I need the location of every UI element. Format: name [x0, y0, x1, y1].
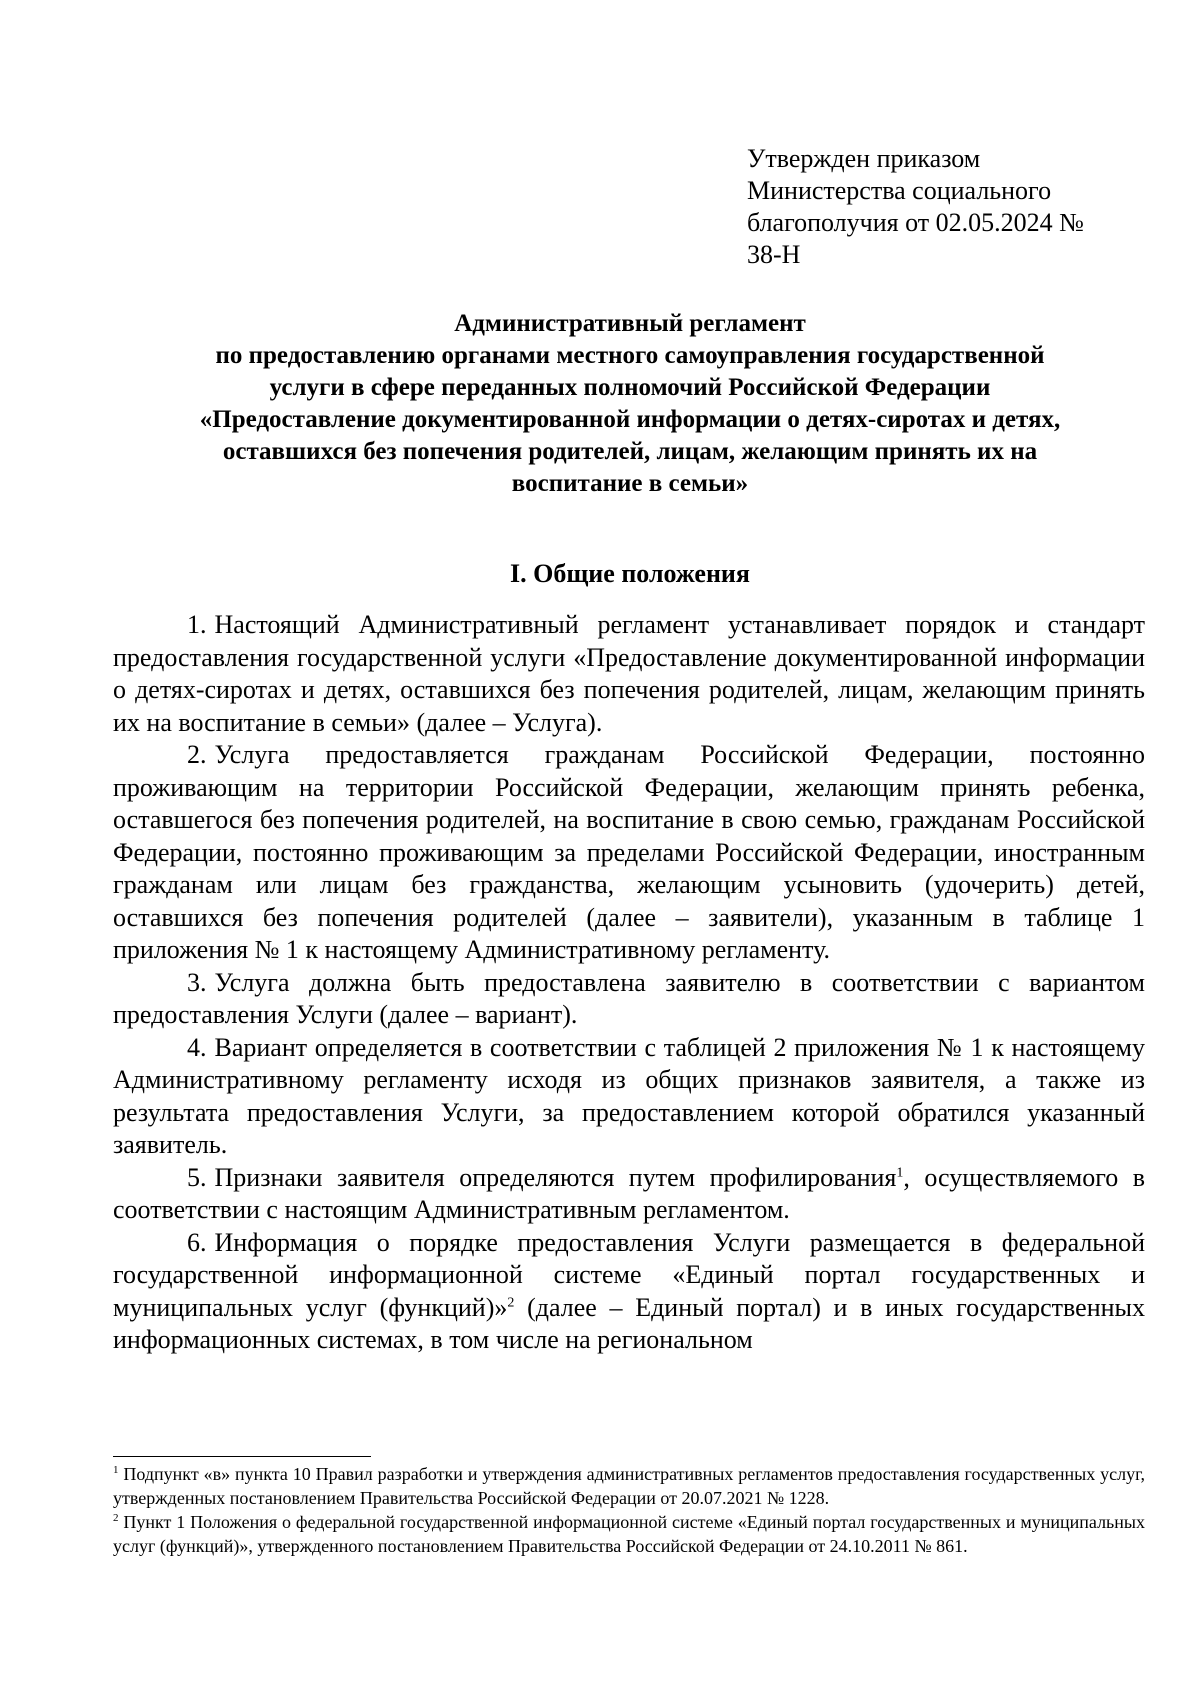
- approval-stamp: [747, 143, 1147, 271]
- paragraph-number: 6.: [187, 1227, 207, 1257]
- title-line: Административный регламент: [454, 310, 806, 337]
- paragraph-text: (далее – Единый портал) и в иных государственных информационных системах, в том числе на региональном: [113, 1292, 1145, 1354]
- paragraph-2: [113, 739, 1145, 967]
- paragraph-text: Настоящий Административный регламент устанавливает порядок и стандарт предоставления государственной услуги «Предоставление документированной информации о детях-сиротах и детях, оставшихся без попечения родителей, лицам, желающим принять их на воспитание в семьи» (далее – Услуга).: [113, 610, 1145, 737]
- paragraph-5: [113, 1162, 1145, 1227]
- footnote-separator: [113, 1456, 371, 1457]
- approval-line: Утвержден приказом: [747, 144, 981, 173]
- footnote-reference[interactable]: 2: [507, 1294, 515, 1310]
- paragraph-3: [113, 967, 1145, 1032]
- approval-line: Министерства социального: [747, 176, 1052, 205]
- footnote-mark: 1: [113, 1464, 119, 1476]
- footnote-reference[interactable]: 1: [896, 1164, 904, 1180]
- footnote-text: Пункт 1 Положения о федеральной государственной информационной системе «Единый портал государственных и муниципальных услуг (функций)», утвержденного постановлением Правительства Российской Федерации от 24.10.2011 № 861.: [113, 1512, 1145, 1556]
- paragraph-text: Услуга должна быть предоставлена заявителю в соответствии с вариантом предоставления Услуги (далее – вариант).: [113, 967, 1145, 1029]
- title-line: воспитание в семьи»: [511, 470, 749, 497]
- footnote-1: [113, 1462, 1145, 1510]
- document-title: [110, 308, 1150, 500]
- approval-line: благополучия от 02.05.2024 №: [747, 208, 1084, 237]
- paragraph-text: Вариант определяется в соответствии с таблицей 2 приложения № 1 к настоящему Административному регламенту исходя из общих признаков заявителя, а также из результата предоставления Услуги, за предоставлением которой обратился указанный заявитель.: [113, 1032, 1145, 1159]
- document-body: [113, 609, 1145, 1357]
- paragraph-6: [113, 1227, 1145, 1357]
- footnote-2: [113, 1510, 1145, 1558]
- paragraph-number: 1.: [187, 610, 207, 639]
- title-line: по предоставлению органами местного самоуправления государственной: [215, 342, 1045, 369]
- paragraph-number: 4.: [187, 1032, 207, 1062]
- title-line: услуги в сфере переданных полномочий Российской Федерации: [269, 374, 991, 401]
- paragraph-number: 2.: [187, 740, 207, 769]
- paragraph-text: Услуга предоставляется гражданам Российской Федерации, постоянно проживающим на территории Российской Федерации, желающим принять ребенка, оставшегося без попечения родителей, на воспитание в свою семью, гражданам Российской Федерации, постоянно проживающим за пределами Российской Федерации, иностранным гражданам или лицам без гражданства, желающим усыновить (удочерить) детей, оставшихся без попечения родителей (далее – заявители), указанным в таблице 1 приложения № 1 к настоящему Административному регламенту.: [113, 740, 1145, 964]
- section-heading: I. Общие положения: [510, 559, 750, 588]
- title-line: «Предоставление документированной информации о детях-сиротах и детях,: [199, 406, 1061, 433]
- paragraph-number: 3.: [187, 967, 207, 997]
- footnote-text: Подпункт «в» пункта 10 Правил разработки и утверждения административных регламентов предоставления государственных услуг, утвержденных постановлением Правительства Российской Федерации от 20.07.2021 № 1228.: [113, 1464, 1145, 1508]
- footnotes: [113, 1462, 1145, 1558]
- paragraph-number: 5.: [187, 1162, 207, 1192]
- paragraph-text: Информация о порядке предоставления Услуги размещается в федеральной государственной информационной системе «Единый портал государственных и муниципальных услуг (функций)»: [113, 1227, 1145, 1322]
- paragraph-text: , осуществляемого в соответствии с настоящим Административным регламентом.: [113, 1162, 1145, 1224]
- paragraph-4: [113, 1032, 1145, 1162]
- paragraph-1: [113, 609, 1145, 739]
- paragraph-text: Признаки заявителя определяются путем профилирования: [214, 1162, 897, 1192]
- approval-line: 38-Н: [747, 240, 801, 269]
- title-line: оставшихся без попечения родителей, лицам, желающим принять их на: [222, 438, 1038, 465]
- footnote-mark: 2: [113, 1512, 119, 1524]
